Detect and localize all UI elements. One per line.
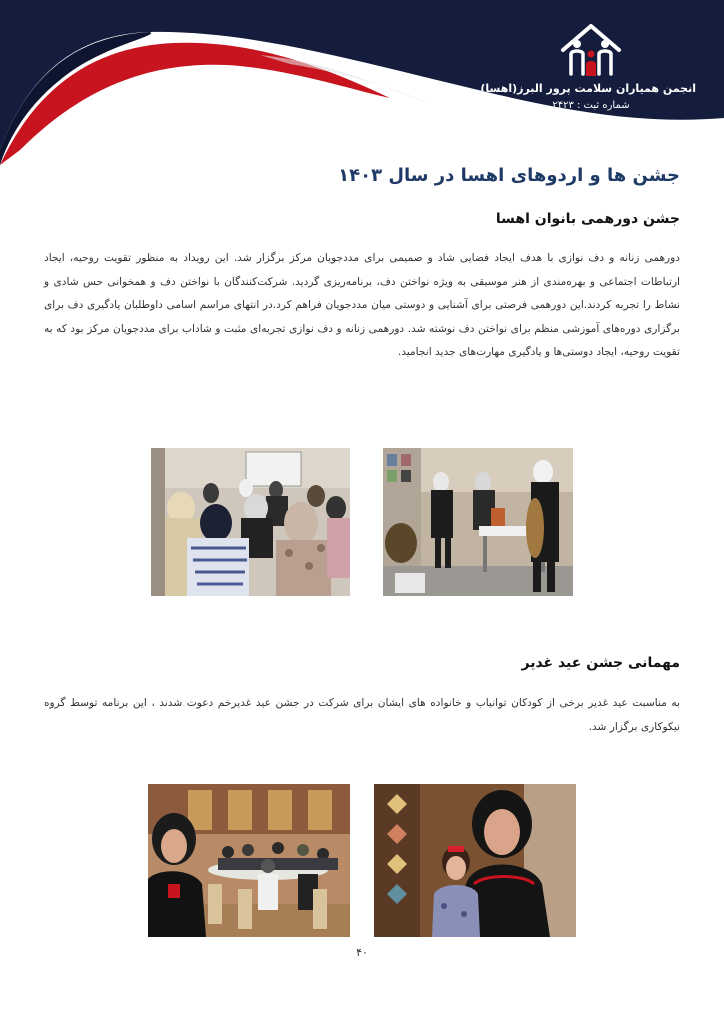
page-title: جشن ها و اردوهای اهسا در سال ۱۴۰۳ — [338, 165, 680, 186]
photo-ghadir-hall-selfie — [148, 784, 350, 937]
page-header — [0, 0, 724, 175]
family-house-icon — [557, 20, 625, 80]
registration-number: شماره ثبت : ۲۴۲۳ — [552, 100, 630, 111]
page-number: ۴۰ — [356, 946, 368, 959]
organization-name: انجمن همیاران سلامت پرور البرز(اهسا) — [480, 82, 696, 95]
organization-block — [480, 20, 696, 111]
section-title-women-gathering: جشن دورهمی بانوان اهسا — [495, 211, 680, 227]
section-body-women-gathering: دورهمی زنانه و دف نوازی با هدف ایجاد فضایی شاد و صمیمی برای مددجویان مرکز برگزار شد. این رویداد به منظور تقویت روحیه، ایجاد ارتباطات اجتماعی و بهره‌مندی از هنر موسیقی به ویژه نواختن دف، برنامه‌ریزی گردید. شرکت‌کنندگان با نواختن دف و همخوانی حس شادی و نشاط را تجربه کردند.این دورهمی فرصتی برای آشنایی و دوستی میان مددجویان فراهم کرد.در انتهای مراسم اسامی داوطلبان یادگیری دف برای برگزاری دوره‌های آموزشی منظم برای نواختن دف نوشته شد. دورهمی زنانه و دف نوازی تجربه‌ای مثبت و شاداب برای مددجویان مرکز بود که به تقویت روحیه، ایجاد دوستی‌ها و یادگیری مهارت‌های جدید انجامید. — [44, 252, 680, 358]
section-title-ghadir-celebration: مهمانی جشن عید غدیر — [521, 655, 680, 671]
photo-women-seated-audience — [151, 448, 350, 596]
photo-ghadir-child-with-woman — [374, 784, 576, 937]
section-body-ghadir-celebration: به مناسبت عید غدیر برخی از کودکان توانیاب و خانواده های ایشان برای شرکت در جشن عید غدیرخم دعوت شدند ، این برنامه توسط گروه نیکوکاری برگزار شد. — [44, 697, 680, 733]
photo-women-playing-daf — [383, 448, 573, 596]
